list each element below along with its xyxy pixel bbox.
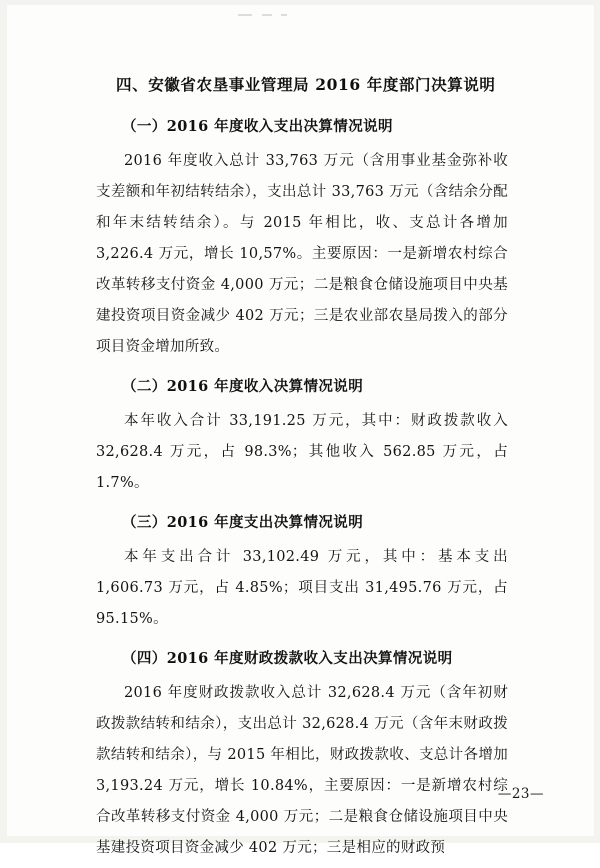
section-paragraph-4: 2016 年度财政拨款收入总计 32,628.4 万元（含年初财政拨款结转和结余），支出总计 32,628.4 万元（含年末财政拨款结转和结余），与 2015 年相比，财政拨款收、支总计各增加 3,193.24 万元，增长 10.84%，主要原因：一是新增农村综合改革转移支付资金 4,000 万元；二是粮食仓储设施项目中央基建投资项目资金减少 402 万元；三是相应的财政预 xyxy=(96,685,508,856)
page-edge-top xyxy=(0,0,600,5)
document-body xyxy=(96,70,508,868)
scanner-mark xyxy=(281,14,287,16)
section-heading-1: （一）2016 年度收入支出决算情况说明 xyxy=(122,118,393,135)
section-heading-3: （三）2016 年度支出决算情况说明 xyxy=(122,514,364,531)
page-number: —23— xyxy=(497,786,544,802)
scanner-marks xyxy=(0,10,600,22)
section-heading-4: （四）2016 年度财政拨款收入支出决算情况说明 xyxy=(122,650,453,667)
scanner-mark xyxy=(238,14,252,16)
page-edge-right xyxy=(594,0,600,843)
section-paragraph-3: 本年支出合计 33,102.49 万元，其中：基本支出 1,606.73 万元，占 4.85%；项目支出 31,495.76 万元，占 95.15%。 xyxy=(96,549,508,627)
page-edge-left xyxy=(0,0,7,843)
section-paragraph-2: 本年收入合计 33,191.25 万元，其中：财政拨款收入 32,628.4 万元，占 98.3%；其他收入 562.85 万元，占 1.7%。 xyxy=(96,413,508,491)
scanner-mark xyxy=(262,14,272,16)
page-title: 四、安徽省农垦事业管理局 2016 年度部门决算说明 xyxy=(116,75,496,94)
section-heading-2: （二）2016 年度收入决算情况说明 xyxy=(122,378,364,395)
section-paragraph-1: 2016 年度收入总计 33,763 万元（含用事业基金弥补收支差额和年初结转结余），支出总计 33,763 万元（含结余分配和年末结转结余）。与 2015 年相比，收、支总计各增加 3,226.4 万元，增长 10,57%。主要原因：一是新增农村综合改革转移支付资金 4,000 万元；二是粮食仓储设施项目中央基建投资项目资金减少 402 万元；三是农业部农垦局拨入的部分项目资金增加所致。 xyxy=(96,153,508,355)
